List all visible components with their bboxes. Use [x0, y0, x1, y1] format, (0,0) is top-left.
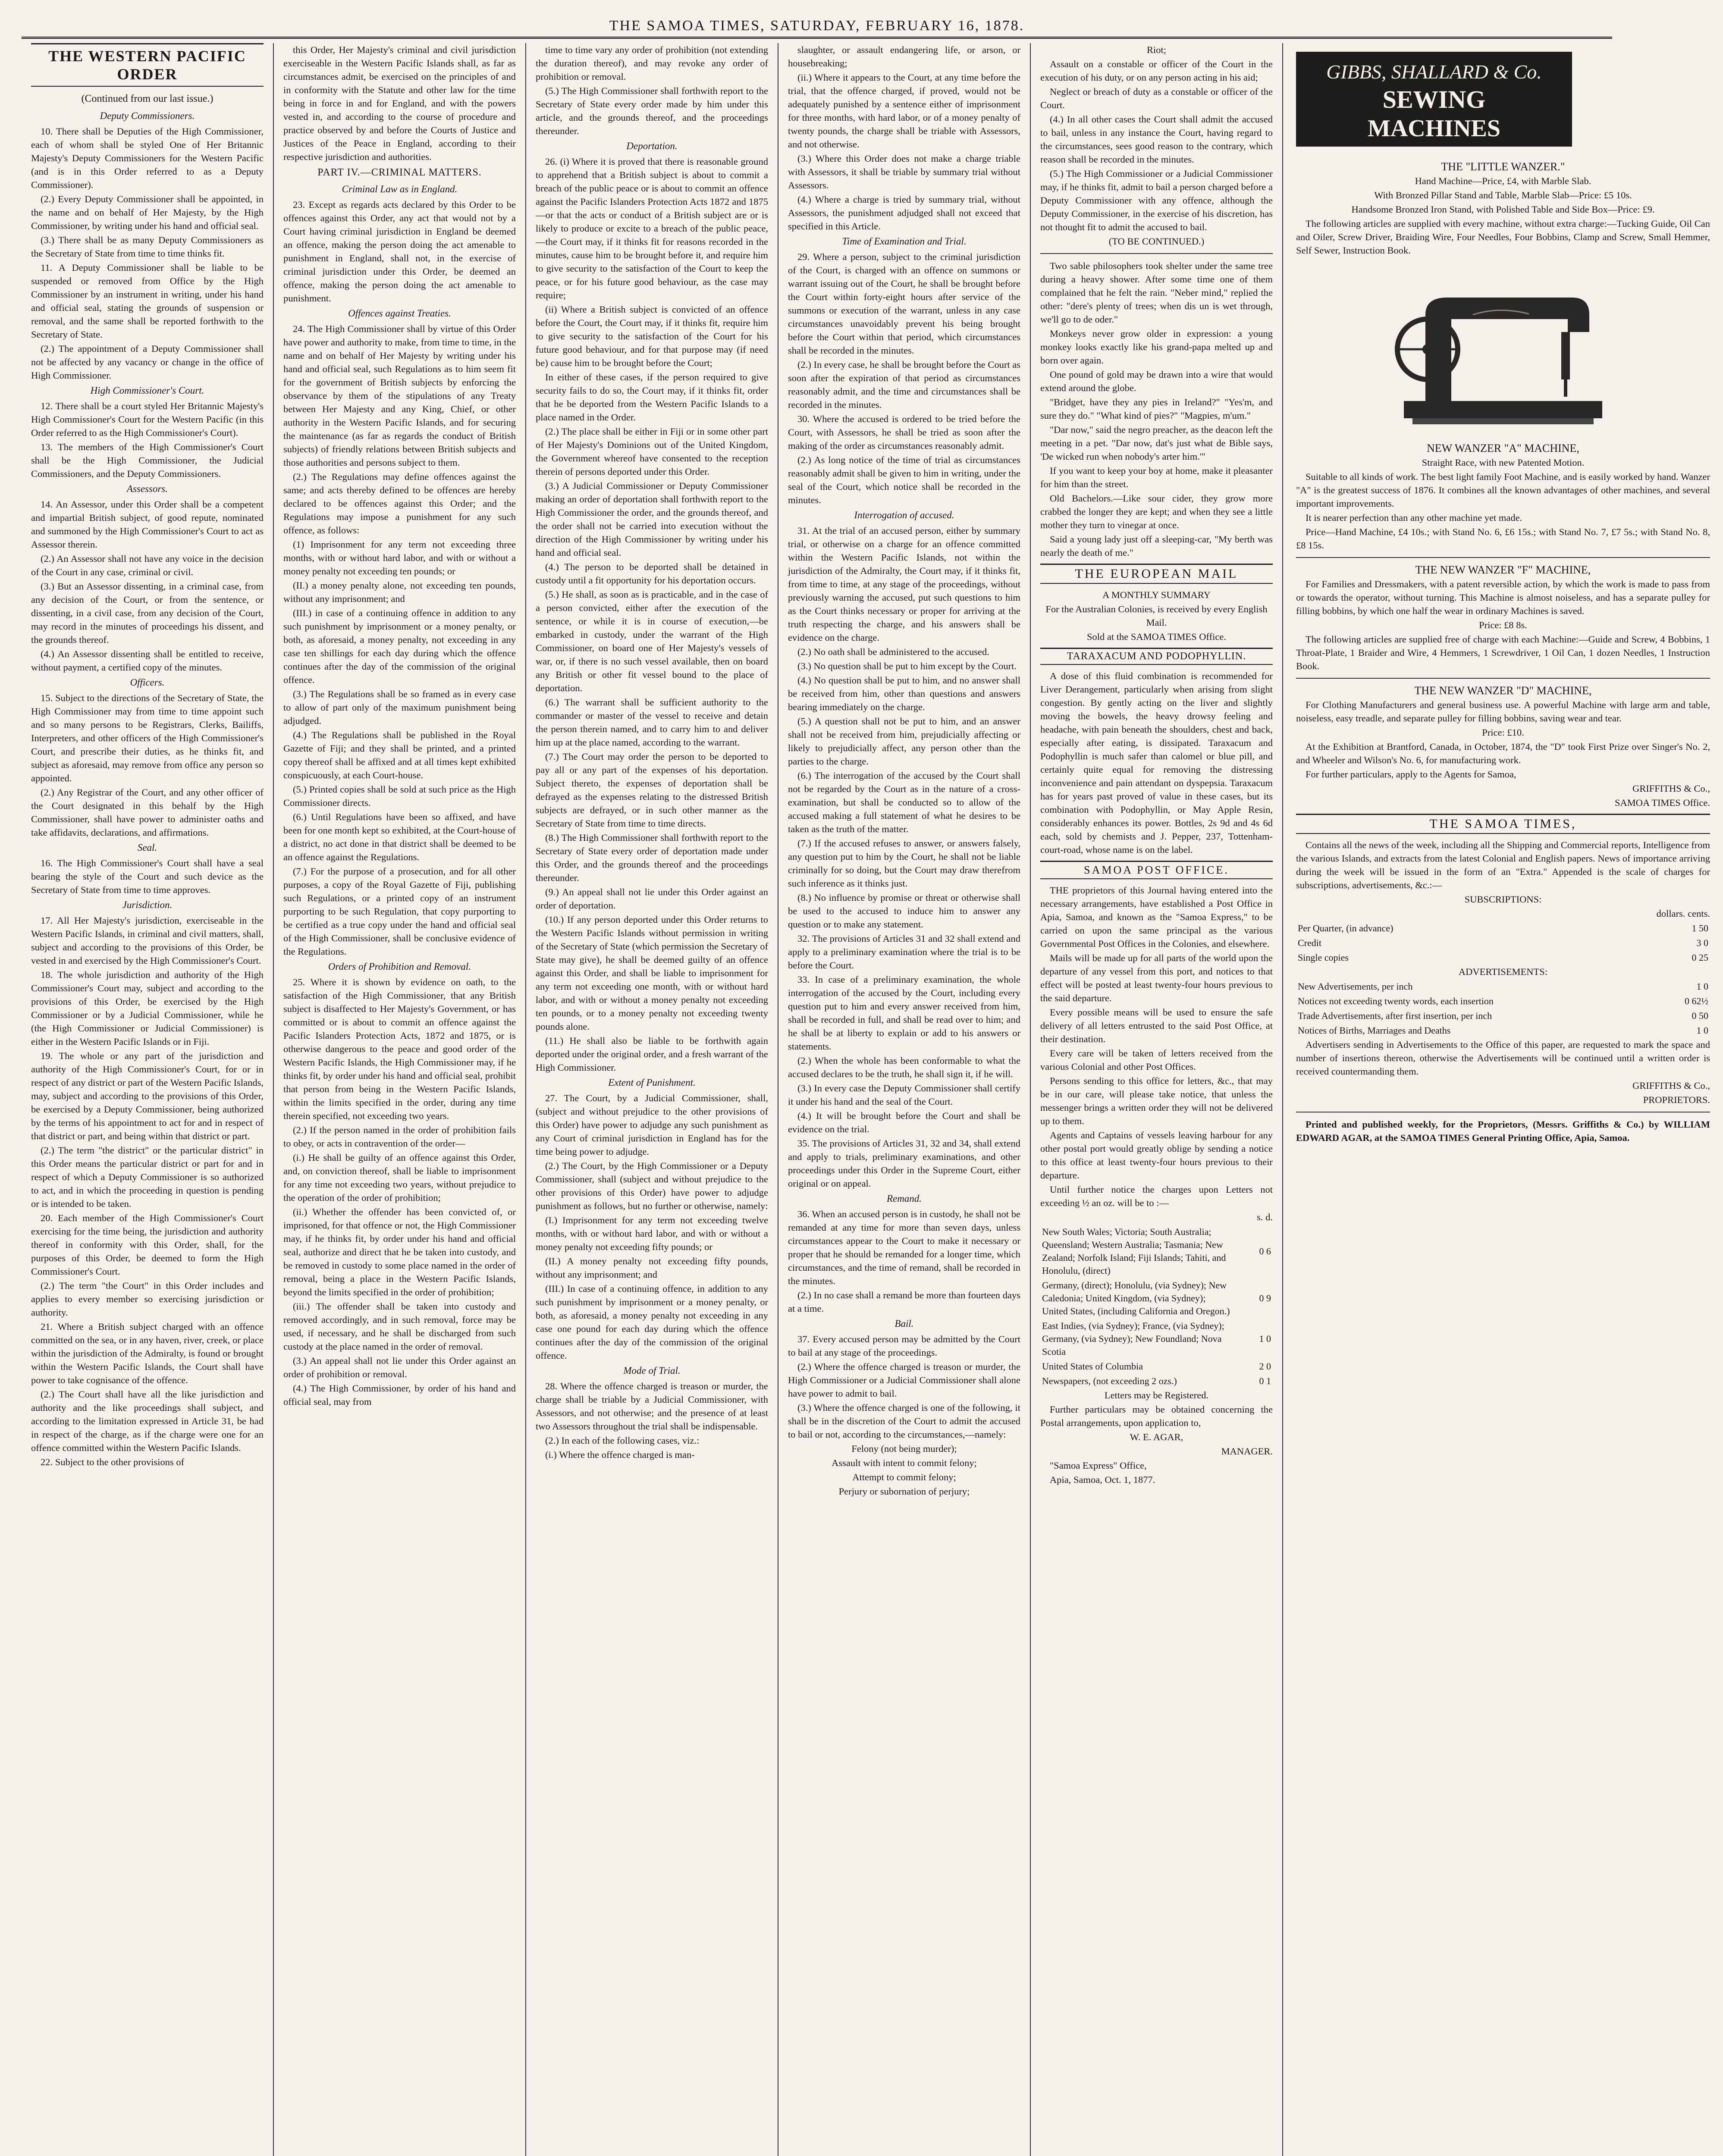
adv-label: Trade Advertisements, after first insertion, per inch [1298, 1010, 1492, 1021]
table-row [1296, 1023, 1710, 1038]
list-item: Attempt to commit felony; [852, 1472, 956, 1482]
table-row [1296, 950, 1710, 965]
paragraph: If you want to keep your boy at home, make it pleasanter for him than the street. [1040, 465, 1273, 489]
paragraph: 32. The provisions of Articles 31 and 32 shall extend and apply to a preliminary examination where the trial is to be before the Court. [788, 933, 1020, 971]
paragraph: 27. The Court, by a Judicial Commissioner, shall, (subject and without prejudice to the other provisions of this Order) have power to adjudge any such punishment as any Court of criminal jurisdiction in England has for the time being power to adjudge. [536, 1093, 768, 1157]
paragraph: Suitable to all kinds of work. The best light family Foot Machine, and is easily worked by hand. Wanzer "A" is the greatest success of 1876. It combines all the known advantages of other machines, and several important improvements. [1296, 471, 1710, 509]
divider [1296, 557, 1710, 558]
paragraph: 28. Where the offence charged is treason or murder, the charge shall be triable by a Judicial Commissioner, with Assessors, and not otherwise; and the presence of at least two Assessors throughout the trial shall be indispensable. [536, 1381, 768, 1432]
signature-title: MANAGER. [1221, 1446, 1273, 1457]
signature-address: "Samoa Express" Office, [1050, 1460, 1147, 1471]
sub-label: Per Quarter, (in advance) [1298, 923, 1393, 934]
paragraph: (2.) The place shall be either in Fiji or in some other part of Her Majesty's Dominions out of the United Kingdom, the Government whereof have consented to the reception therein of persons deported under this Order. [536, 426, 768, 477]
little-wanzer-heading: THE "LITTLE WANZER." [1441, 160, 1565, 173]
signature-title: SAMOA TIMES Office. [1614, 797, 1710, 808]
paragraph: (2.) The appointment of a Deputy Commissioner shall not be affected by any vacancy or change in the office of High Commissioner. [31, 343, 264, 381]
paragraph: Two sable philosophers took shelter under the same tree during a heavy shower. After some time one of them complained that he felt the rain. "Neber mind," replied the other: "dere's plenty of trees; when dis un is wet through, we'll go to de oder." [1040, 260, 1273, 325]
paragraph: 14. An Assessor, under this Order shall be a competent and impartial British subject, of good repute, nominated and summoned by the High Commissioner's Court to act as Assessor therein. [31, 499, 264, 550]
column-3 [526, 43, 778, 2156]
paragraph: Persons sending to this office for letters, &c., that may be in our care, will please take notice, that unless the messenger brings a written order they will not be delivered up to them. [1040, 1075, 1273, 1126]
adv-label: Notices not exceeding twenty words, each insertion [1298, 996, 1494, 1006]
paragraph: (2.) The Court, by the High Commissioner or a Deputy Commissioner, shall (subject and without prejudice to the other provisions of this Order) have power to adjudge punishment as follows, but no further or otherwise, namely: [536, 1160, 768, 1211]
imprint: Printed and published weekly, for the Proprietors, (Messrs. Griffiths & Co.) by WILLIAM EDWARD AGAR, at the SAMOA TIMES General Printing Office, Apia, Samoa. [1296, 1119, 1710, 1143]
divider [1040, 253, 1273, 254]
wanzer-f-heading: THE NEW WANZER "F" MACHINE, [1415, 564, 1591, 576]
subscriptions-units: dollars. cents. [1656, 908, 1710, 919]
paragraph: "Bridget, have they any pies in Ireland?" "Yes'm, and sure they do." "What kind of pies?" "Magpies, m'um." [1040, 397, 1273, 421]
paragraph: (5.) The High Commissioner or a Judicial Commissioner may, if he thinks fit, admit to bail a person charged before a Deputy Commissioner with any offence, although the Deputy Commissioner, in the exercise of his discretion, has not thought fit to admit the accused to bail. [1040, 168, 1273, 232]
rate-value: 0 6 [1259, 1246, 1271, 1257]
paragraph: 20. Each member of the High Commissioner's Court exercising for the time being, the jurisdiction and authority thereof in conformity with this Order, shall, for the purposes of this Order, be deemed to form the High Commissioner's Court. [31, 1213, 264, 1277]
paragraph: (2.) Where the offence charged is treason or murder, the High Commissioner or a Judicial Commissioner shall alone have power to admit to bail. [788, 1361, 1020, 1399]
signature-name: GRIFFITHS & Co., [1632, 1080, 1710, 1091]
list-item: (iii.) The offender shall be taken into custody and removed accordingly, and in such removal, force may be used, if necessary, and he shall be discharged from such custody at the place named in the order of removal. [283, 1301, 516, 1352]
paragraph: (3.) A Judicial Commissioner or Deputy Commissioner making an order of deportation shall forthwith report to the High Commissioner the order, and the grounds thereof, and the order shall not be carried into execution without the direction of the High Commissioner by writing under his hand and official seal. [536, 480, 768, 558]
adv-value: 0 50 [1692, 1010, 1708, 1021]
paragraph: (5.) Printed copies shall be sold at such price as the High Commissioner directs. [283, 784, 516, 808]
columns [22, 43, 1710, 2156]
paragraph: Every possible means will be used to ensure the safe delivery of all letters entrusted to the said Post Office, at their destination. [1040, 1007, 1273, 1044]
paragraph: (4.) No question shall be put to him, and no answer shall be received from him, other than questions and answers bearing immediately on the charge. [788, 675, 1020, 712]
sub-value: 1 50 [1692, 923, 1708, 934]
paragraph: 30. Where the accused is ordered to be tried before the Court, with Assessors, he shall be tried as soon after the making of the order as circumstances reasonably admit. [788, 414, 1020, 451]
rate-place: Newspapers, (not exceeding 2 ozs.) [1042, 1376, 1177, 1386]
rate-place: New South Wales; Victoria; South Australia; Queensland; Western Australia; Tasmania; New Zealand; Norfolk Island; Fiji Islands; Tahiti, and Honolulu, (direct) [1042, 1226, 1226, 1276]
signature-name: W. E. AGAR, [1130, 1432, 1183, 1442]
rate-place: Germany, (direct); Honolulu, (via Sydney); New Caledonia; United Kingdom, (via Sydney); United States, (including California and Oregon.) [1042, 1280, 1230, 1316]
paragraph: One pound of gold may be drawn into a wire that would extend around the globe. [1040, 369, 1273, 393]
paragraph: (ii.) Where it appears to the Court, at any time before the trial, that the offence charged, if proved, would not be adequately punished by a sentence either of imprisonment for three months, with hard labor, or of a money penalty of twenty pounds, the charge shall be triable with Assessors, and not otherwise. [788, 72, 1020, 150]
section-heading: Time of Examination and Trial. [842, 236, 967, 247]
paragraph: Price—Hand Machine, £4 10s.; with Stand No. 6, £6 15s.; with Stand No. 7, £7 5s.; with Stand No. 8, £8 15s. [1296, 526, 1710, 551]
section-heading: Bail. [894, 1318, 914, 1329]
column-6-ads [1283, 43, 1723, 2156]
adv-value: 1 0 [1696, 1025, 1708, 1036]
paragraph: (2.) Any Registrar of the Court, and any other officer of the Court designated in this behalf by the High Commissioner, shall have power to administer oaths and take affidavits, declarations, and affirmations. [31, 787, 264, 838]
paragraph: For further particulars, apply to the Agents for Samoa, [1306, 769, 1516, 780]
paragraph: (ii) Where a British subject is convicted of an offence before the Court, the Court may, if it thinks fit, require him to give security to the satisfaction of the Court for his future good behaviour, and for that purpose may (if need be) cause him to be brought before the Court; [536, 304, 768, 368]
list-item: Assault on a constable or officer of the Court in the execution of his duty, or on any person acting in his aid; [1040, 59, 1273, 83]
section-heading: Extent of Punishment. [608, 1077, 696, 1088]
list-item: Neglect or breach of duty as a constable or officer of the Court. [1040, 86, 1273, 110]
paragraph: (3.) No question shall be put to him except by the Court. [797, 661, 1017, 671]
section-heading: Officers. [130, 677, 165, 688]
to-be-continued: (TO BE CONTINUED.) [1108, 236, 1205, 247]
paragraph: (2.) No oath shall be administered to the accused. [797, 646, 989, 657]
list-item: Perjury or subornation of perjury; [838, 1486, 970, 1497]
paragraph: (10.) If any person deported under this Order returns to the Western Pacific Islands without permission in writing of the Secretary of State (which permission the Secretary of State may give), he shall be deemed guilty of an offence against this Order, and shall be liable to imprisonment for any term not exceeding one month, with or without hard labor, and with or without a money penalty not exceeding ten pounds, or to a money penalty not exceeding twenty pounds alone. [536, 914, 768, 1032]
paragraph: Every care will be taken of letters received from the various Colonial and other Post Offices. [1040, 1048, 1273, 1072]
paragraph: (3.) Where this Order does not make a charge triable with Assessors, it shall be triable by summary trial without Assessors. [788, 153, 1020, 191]
list-item: (ii.) Whether the offender has been convicted of, or imprisoned, for that offence or not, the High Commissioner may, if he thinks fit, by order under his hand and official seal, authorize and direct that he be taken into custody, and be removed in custody to some place named in the order of removal, being a place in the Western Pacific Islands, beyond the limits specified in the order of prohibition; [283, 1206, 516, 1297]
paragraph: 25. Where it is shown by evidence on oath, to the satisfaction of the High Commissioner, that any British subject is disaffected to Her Majesty's Government, or has committed or is about to commit an offence against the Pacific Islanders Protection Acts, 1872 and 1875, or is otherwise dangerous to the peace and good order of the Western Pacific Islands, the High Commissioner may, if he thinks fit, by order under his hand and official seal, prohibit that person from being in the Western Pacific Islands, within the limits specified in the order, during any time therein specified, not exceeding two years. [283, 977, 516, 1121]
paragraph: (7.) For the purpose of a prosecution, and for all other purposes, a copy of the Royal Gazette of Fiji, publishing such Regulations, or a printed copy of an instrument purporting to be such Regulation, that copy purporting to be certified as a true copy under the hand and official seal of the High Commissioner, shall be conclusive evidence of the Regulations. [283, 866, 516, 957]
paragraph: 12. There shall be a court styled Her Britannic Majesty's High Commissioner's Court for the Western Pacific (in this Order referred to as the High Commissioner's Court). [31, 401, 264, 438]
paragraph: (4.) The High Commissioner, by order of his hand and official seal, may from [283, 1383, 516, 1407]
divider [1296, 678, 1710, 679]
list-item: (III.) in case of a continuing offence in addition to any such punishment by imprisonment or a money penalty, or both, as aforesaid, a money penalty, not exceeding in any case ten shillings for each day during which the offence continues after the day of the commission of the original offence. [283, 608, 516, 685]
section-heading: Assessors. [126, 483, 168, 494]
paragraph: 22. Subject to the other provisions of [41, 1457, 185, 1467]
paragraph: 24. The High Commissioner shall by virtue of this Order have power and authority to make, from time to time, in the name and on behalf of Her Majesty by writing under his hand and official seal, such Regulations as to him seem fit for the government of British subjects by enforcing the observance by them of the stipulations of any Treaty between Her Majesty and any King, Chief, or other authority in the Western Pacific Islands, and for securing the maintenance (as far as regards the conduct of British subjects) of friendly relations between British subjects and those authorities and persons subject to them. [283, 323, 516, 468]
paragraph: 21. Where a British subject charged with an offence committed on the sea, or in any haven, river, creek, or place within the jurisdiction of the Admiralty, is found or brought within the Western Pacific Islands, the Court shall have power to take cognisance of the offence. [31, 1321, 264, 1385]
subscriptions-table [1296, 921, 1710, 965]
list-item: (II.) a money penalty alone, not exceeding ten pounds, without any imprisonment; and [283, 580, 516, 604]
column-4 [778, 43, 1031, 2156]
masthead: THE SAMOA TIMES, SATURDAY, FEBRUARY 16, 1878. [22, 13, 1612, 39]
paragraph: (4.) The Regulations shall be published in the Royal Gazette of Fiji; and they shall be printed, and a printed copy thereof shall be affixed and at all times kept exhibited conspicuously, at each Court-house. [283, 730, 516, 780]
signature-address: Apia, Samoa, Oct. 1, 1877. [1050, 1474, 1155, 1485]
paragraph: (11.) He shall also be liable to be forthwith again deported under the original order, and a fresh warrant of the High Commissioner. [536, 1035, 768, 1073]
paragraph: 15. Subject to the directions of the Secretary of State, the High Commissioner may from time to time appoint such and so many persons to be Registrars, Clerks, Bailiffs, Interpreters, and other officers of the High Commissioner's Court, and prescribe their duties, as he thinks fit, and subject as aforesaid, may remove from office any person so appointed. [31, 693, 264, 783]
list-item: (II.) A money penalty not exceeding fifty pounds, without any imprisonment; and [536, 1256, 768, 1280]
paragraph: (2.) The Regulations may define offences against the same; and acts thereby defined to be offences are hereby declared to be offences against this Order; and the Regulations may impose a punishment for any such offence, as follows: [283, 471, 516, 536]
paragraph: (5.) The High Commissioner shall forthwith report to the Secretary of State every order made by him under this article, and the grounds thereof, and the proceedings thereunder. [536, 85, 768, 136]
rate-value: 1 0 [1259, 1333, 1271, 1344]
paragraph: 31. At the trial of an accused person, either by summary trial, or otherwise on a charge for an offence committed within the Western Pacific Islands, not within the jurisdiction of the Admiralty, the Court may, if it thinks fit, from time to time, at any stage of the proceedings, without previously warning the accused, put such questions to him as the Court thinks necessary or proper for arriving at the truth respecting the charge, and his answers shall be evidence on the charge. [788, 525, 1020, 643]
paragraph: 26. (i) Where it is proved that there is reasonable ground to apprehend that a British subject is about to commit a breach of the public peace or is about to commit an offence against the Pacific Islanders Protection Acts 1872 and 1875—or that the acts or conduct of a British subject are or is likely to produce or excite to a breach of the public peace,—the Court may, if it thinks fit for reasons recorded in the minutes, cause him to be brought before it, and require him to give security to the satisfaction of the Court to keep the peace, or for his future good behaviour, as the case may require; [536, 156, 768, 301]
paragraph: In either of these cases, if the person required to give security fails to do so, the Court may, if it thinks fit, order that he be deported from the Western Pacific Islands to a place named in the Order. [536, 372, 768, 423]
paragraph: The following articles are supplied with every machine, without extra charge:—Tucking Guide, Oil Can and Oiler, Screw Driver, Braiding Wire, Four Needles, Four Bobbins, Clamp and Screw, Small Hemmer, Self Sewer, Instruction Book. [1296, 218, 1710, 256]
paragraph: Monkeys never grow older in expression: a young monkey looks exactly like his grand-papa melted up and born over again. [1040, 328, 1273, 366]
paragraph: Old Bachelors.—Like sour cider, they grow more crabbed the longer they are kept; and when they see a little mother they turn to vinegar at once. [1040, 493, 1273, 530]
paragraph: 36. When an accused person is in custody, he shall not be remanded at any time for more than seven days, unless circumstances appear to the Court to make it necessary or proper that he should be remanded for a longer time, which circumstances, and the time of remand, shall be recorded in the minutes. [788, 1209, 1020, 1286]
paragraph: It is nearer perfection than any other machine yet made. [1306, 512, 1522, 523]
postal-rates-table [1040, 1225, 1273, 1388]
paragraph: Mails will be made up for all parts of the world upon the departure of any vessel from this port, and notices to that effect will be posted at least twenty-four hours previous to the said departure. [1040, 953, 1273, 1003]
logo-line-3: MACHINES [1367, 115, 1501, 142]
list-item: (1) Imprisonment for any term not exceeding three months, with or without hard labor, and with or without a money penalty not exceeding ten pounds; or [283, 539, 516, 577]
price: Price: £8 8s. [1479, 620, 1527, 630]
adv-value: 0 62½ [1685, 996, 1708, 1006]
paragraph: 19. The whole or any part of the jurisdiction and authority of the High Commissioner's Court, for or in respect of any district or part of the Western Pacific Islands, may, subject and according to the provisions of this Order, be exercised by a Deputy Commissioner, being authorized by the terms of his appointment to act for and in respect of that district or part, and being within that district or part. [31, 1050, 264, 1141]
paragraph: (2.) Every Deputy Commissioner shall be appointed, in the name and on behalf of Her Majesty, by the High Commissioner, by writing under his hand and official seal. [31, 194, 264, 231]
paragraph: (2.) In no case shall a remand be more than fourteen days at a time. [788, 1290, 1020, 1314]
paragraph: (2.) The Court shall have all the like jurisdiction and authority and the like proceedings shall subject, and according to the limitation expressed in Article 31, be had in respect of the charge, as if the charge were one for an offence committed within the Western Pacific Islands. [31, 1389, 264, 1453]
list-item: (III.) In case of a continuing offence, in addition to any such punishment by imprisonment or a money penalty, or both, as aforesaid, a money penalty not exceeding in any case one pound for each day during which the offence continues after the day of the commission of the original offence. [536, 1283, 768, 1361]
column-5 [1031, 43, 1283, 2156]
paragraph: (7.) The Court may order the person to be deported to pay all or any part of the expenses of his deportation. Subject thereto, the expenses of deportation shall be defrayed as the expenses relating to the distressed British subjects are defrayed, or in such other manner as the Secretary of State from time to time directs. [536, 751, 768, 829]
paragraph: (5.) A question shall not be put to him, and an answer shall not be received from him, prejudicially affecting or likely to prejudicially affect, any person other than the parties to the charge. [788, 716, 1020, 767]
paragraph: (2.) In every case, he shall be brought before the Court as soon after the expiration of that period as circumstances reasonably admit, and the time and circumstances shall be recorded in the minutes. [788, 359, 1020, 410]
paragraph: 17. All Her Majesty's jurisdiction, exerciseable in the Western Pacific Islands, in criminal and civil matters, shall, subject and according to the provisions of this Order, be vested in and exercised by the High Commissioner's Court. [31, 915, 264, 966]
ad-subheading: A MONTHLY SUMMARY [1102, 589, 1211, 600]
section-heading: High Commissioner's Court. [90, 385, 204, 396]
sub-value: 3 0 [1696, 937, 1708, 948]
paragraph: Hand Machine—Price, £4, with Marble Slab. [1415, 175, 1591, 186]
rate-place: East Indies, (via Sydney); France, (via Sydney); Germany, (via Sydney); New Foundland; Nova Scotia [1042, 1320, 1224, 1357]
section-heading: Interrogation of accused. [854, 510, 954, 520]
paragraph: (4.) It will be brought before the Court and shall be evidence on the trial. [788, 1110, 1020, 1134]
paragraph: For the Australian Colonies, is received by every English Mail. [1045, 604, 1268, 628]
paragraph: (6.) The warrant shall be sufficient authority to the commander or master of the vessel to receive and detain the person therein named, and to carry him to and deliver him up at the place named, according to the warrant. [536, 697, 768, 748]
wanzer-a-heading: NEW WANZER "A" MACHINE, [1427, 442, 1579, 454]
sub-label: Single copies [1298, 952, 1349, 963]
table-row [1040, 1278, 1273, 1319]
paragraph: slaughter, or assault endangering life, or arson, or housebreaking; [788, 44, 1020, 69]
section-heading: Orders of Prohibition and Removal. [328, 961, 471, 972]
paragraph: Until further notice the charges upon Letters not exceeding ½ an oz. will be to :— [1040, 1184, 1273, 1208]
signature-name: GRIFFITHS & Co., [1632, 783, 1710, 794]
section-heading: Jurisdiction. [122, 899, 173, 910]
paragraph: Contains all the news of the week, including all the Shipping and Commercial reports, Intelligence from the various Islands, and extracts from the latest Colonial and English papers. News of importance arriving during the week will be issued in the form of an "Extra." Appended is the scale of charges for subscriptions, advertisements, &c.:— [1296, 840, 1710, 890]
paragraph: (2.) If the person named in the order of prohibition fails to obey, or acts in contravention of the order— [283, 1125, 516, 1149]
paragraph: 16. The High Commissioner's Court shall have a seal bearing the style of the Court and such device as the Secretary of State from time to time approves. [31, 858, 264, 895]
paragraph: (2.) When the whole has been conformable to what the accused declares to be the truth, he shall sign it, if he will. [788, 1055, 1020, 1079]
paragraph: 37. Every accused person may be admitted by the Court to bail at any stage of the proceedings. [788, 1334, 1020, 1358]
price: Price: £10. [1482, 727, 1524, 738]
paragraph: For Families and Dressmakers, with a patent reversible action, by which the work is made to pass from or towards the operator, without turning. This Machine is almost noiseless, and has a separate pulley for filling bobbins, by which one half the wear in ordinary Machines is saved. [1296, 579, 1710, 616]
paragraph: (2.) The term "the Court" in this Order includes and applies to every member so exercising jurisdiction or authority. [31, 1280, 264, 1318]
paragraph: (3.) The Regulations shall be so framed as in every case to allow of part only of the maximum punishment being adjudged. [283, 689, 516, 726]
paragraph: (8.) The High Commissioner shall forthwith report to the Secretary of State every order of deportation made under this Order, and the grounds thereof and the proceedings thereunder. [536, 832, 768, 883]
list-item: (i.) He shall be guilty of an offence against this Order, and, on conviction thereof, shall be liable to imprisonment for any time not exceeding two years, without prejudice to the operation of the order of prohibition; [283, 1152, 516, 1203]
rate-value: 0 9 [1259, 1293, 1271, 1304]
paragraph: For Clothing Manufacturers and general business use. A powerful Machine with large arm and table, noiseless, easy treadle, and separate pulley for filling bobbins, saving wear and tear. [1296, 699, 1710, 724]
rate-place: United States of Columbia [1042, 1361, 1143, 1372]
post-office-heading: SAMOA POST OFFICE. [1040, 861, 1273, 879]
advertisements-heading: ADVERTISEMENTS: [1458, 966, 1548, 977]
paragraph: 29. Where a person, subject to the criminal jurisdiction of the Court, is charged with an offence on summons or warrant issuing out of the Court, he shall be brought before the Court within forty-eight hours after service of the summons or execution of the warrant, unless in any case circumstances unavoidably prevent his being brought before the Court within that period, which circumstances shall be recorded in the minutes. [788, 251, 1020, 356]
signature-title: PROPRIETORS. [1643, 1094, 1710, 1105]
paragraph: (7.) If the accused refuses to answer, or answers falsely, any question put to him by the Court, he shall not be liable criminally for so doing, but the Court may draw therefrom such inference as it thinks just. [788, 838, 1020, 889]
paragraph: (4.) The person to be deported shall be detained in custody until a fit opportunity for his deportation occurs. [536, 561, 768, 586]
paragraph: (2.) In each of the following cases, viz.: [545, 1435, 700, 1446]
paragraph: 23. Except as regards acts declared by this Order to be offences against this Order, any act that would not by a Court having criminal jurisdiction in England be deemed an offence, making the person doing the act amenable to punishment in England, shall not, in the exercise of criminal jurisdiction under this Order, be deemed an offence, making the person doing the act amenable to punishment. [283, 199, 516, 304]
paragraph: (6.) The interrogation of the accused by the Court shall not be regarded by the Court as in the nature of a cross-examination, but shall be conducted so to allow of the accused making a full statement of what he desires to be taken as the truth of the matter. [788, 770, 1020, 834]
table-row [1296, 921, 1710, 936]
part-heading: PART IV.—CRIMINAL MATTERS. [317, 167, 482, 178]
paragraph: 13. The members of the High Commissioner's Court shall be the High Commissioner, the Judicial Commissioners, and the Deputy Commissioners. [31, 442, 264, 479]
table-row [1296, 994, 1710, 1009]
paragraph: time to time vary any order of prohibition (not extending the duration thereof), and may revoke any order of prohibition or removal. [536, 44, 768, 82]
paragraph: (2.) An Assessor shall not have any voice in the decision of the Court in any case, criminal or civil. [31, 553, 264, 577]
paragraph: (3.) In every case the Deputy Commissioner shall certify it under his hand and the seal of the Court. [788, 1083, 1020, 1107]
advertisements-table [1296, 979, 1710, 1038]
paragraph: Advertisers sending in Advertisements to the Office of this paper, are requested to mark the space and number of insertions thereon, otherwise the Advertisements will be continued until a written order is received countermanding them. [1296, 1039, 1710, 1077]
list-item: Felony (not being murder); [851, 1443, 957, 1454]
subscriptions-heading: SUBSCRIPTIONS: [1464, 894, 1542, 905]
paragraph: 33. In case of a preliminary examination, the whole interrogation of the accused by the Court, including every question put to him and every answer received from him, shall be recorded in full, and shall be read over to him; and he shall be at liberty to explain or add to his answers or statements. [788, 974, 1020, 1052]
paragraph: Further particulars may be obtained concerning the Postal arrangements, upon application to, [1040, 1404, 1273, 1428]
paragraph: Letters may be Registered. [1104, 1390, 1209, 1401]
paragraph: 35. The provisions of Articles 31, 32 and 34, shall extend and apply to trials, preliminary examinations, and other proceedings under this Order in the Supreme Court, either original or on appeal. [788, 1138, 1020, 1189]
section-heading: Seal. [137, 842, 157, 853]
paragraph: A dose of this fluid combination is recommended for Liver Derangement, particularly when arising from slight congestion. By gently acting on the liver and slightly moving the bowels, the heavy drowsy feeling and headache, with pain beneath the shoulders, chest and back, especially after eating, is dissipated. Taraxacum and Podophyllin is much safer than calomel or blue pill, and certainly quite equal for removing the distressing inconvenience and pain attendant on dyspepsia. Taraxacum has for years past proved of value in these cases, but its combination with Podophyllin, or May Apple Resin, considerably enhances its power. Bottles, 2s 9d and 4s 6d each, sold by chemists and J. Pepper, 237, Tottenham-court-road, whose name is on the label. [1040, 671, 1273, 855]
paragraph: (9.) An appeal shall not lie under this Order against an order of deportation. [536, 887, 768, 911]
logo-line-2: SEWING [1382, 85, 1486, 113]
paragraph: (4.) An Assessor dissenting shall be entitled to receive, without payment, a certified copy of the minutes. [31, 649, 264, 673]
list-item: Assault with intent to commit felony; [832, 1457, 977, 1468]
paragraph: (3.) But an Assessor dissenting, in a criminal case, from any decision of the Court, or from the sentence, or dissenting, in a civil case, from any decision of the Court, may record in the minutes of proceedings his dissent, and the grounds thereof. [31, 581, 264, 645]
section-heading: Deputy Commissioners. [100, 110, 195, 121]
section-heading: Mode of Trial. [623, 1365, 681, 1376]
column-1 [22, 43, 274, 2156]
rate-value: 0 1 [1259, 1376, 1271, 1386]
rates-header: s. d. [1257, 1212, 1273, 1222]
wanzer-d-heading: THE NEW WANZER "D" MACHINE, [1414, 684, 1592, 697]
paragraph: 18. The whole jurisdiction and authority of the High Commissioner's Court may, subject and according to the provisions of this Order, be exercised by the High Commissioner or by a Judicial Commissioner, while he (the High Commissioner or Judicial Commissioner) is either in the Western Pacific Islands or in Fiji. [31, 969, 264, 1047]
paragraph: Said a young lady just off a sleeping-car, "My berth was nearly the death of me." [1040, 534, 1273, 558]
logo-line-1: GIBBS, SHALLARD & Co. [1326, 61, 1542, 83]
paragraph: "Dar now," said the negro preacher, as the deacon left the meeting in a pet. "Dar now, dat's just what de Bible says, 'De wicked run when nobody's arter him.'" [1040, 424, 1273, 462]
paragraph: (3.) An appeal shall not lie under this Order against an order of prohibition or removal. [283, 1355, 516, 1379]
paragraph: 10. There shall be Deputies of the High Commissioner, each of whom shall be styled One of Her Britannic Majesty's Deputy Commissioners for the Western Pacific (and is in this Order referred to as a Deputy Commissioner). [31, 126, 264, 190]
paragraph: (4.) Where a charge is tried by summary trial, without Assessors, the punishment adjudged shall not exceed that specified in this Article. [788, 194, 1020, 232]
paragraph: Straight Race, with new Patented Motion. [1422, 457, 1585, 468]
paragraph: this Order, Her Majesty's criminal and civil jurisdiction exerciseable in the Western Pacific Islands shall, as far as circumstances admit, be exercised on the principles of and in conformity with the Statute and other law for the time being in force in and for England, and with the powers vested in, and according to the course of procedure and practice observed by and before the Courts of Justice and Justices of the Peace in England, according to their respective jurisdiction and authorities. [283, 44, 516, 162]
adv-value: 1 0 [1696, 981, 1708, 992]
paragraph: (4.) In all other cases the Court shall admit the accused to bail, unless in any instance the Court, having regard to the circumstances, sees good reason to the contrary, which reason shall be recorded in the minutes. [1040, 114, 1273, 165]
paragraph: Sold at the SAMOA TIMES Office. [1087, 631, 1226, 642]
paragraph: 11. A Deputy Commissioner shall be liable to be suspended or removed from Office by the High Commissioner by an instrument in writing, under his hand and official seal, stating the grounds of suspension or removal, and the same shall be reported forthwith to the Secretary of State. [31, 262, 264, 340]
sub-label: Credit [1298, 937, 1321, 948]
table-row [1040, 1359, 1273, 1374]
adv-label: New Advertisements, per inch [1298, 981, 1413, 992]
column-2 [274, 43, 526, 2156]
samoa-times-heading: THE SAMOA TIMES, [1296, 814, 1710, 834]
paragraph: Agents and Captains of vessels leaving harbour for any other postal port would greatly oblige by sending a notice to this office at least twenty-four hours previous to their departure. [1040, 1130, 1273, 1181]
paragraph: THE proprietors of this Journal having entered into the necessary arrangements, have established a Post Office in Apia, Samoa, and known as the "Samoa Express," to be carried on upon the same principal as the various Governmental Post Offices in the Colonies, and elsewhere. [1040, 885, 1273, 949]
article-subtitle: (Continued from our last issue.) [81, 93, 213, 104]
paragraph: (5.) He shall, as soon as is practicable, and in the case of a person convicted, either after the execution of the sentence, or while it is in course of execution,—be embarked in custody, under the warrant of the High Commissioner, on board one of Her Majesty's vessels of war, or, if there is no such vessel available, then on board any British or other fit vessel bound to the place of deportation. [536, 589, 768, 693]
section-heading: Remand. [886, 1193, 922, 1204]
paragraph: (3.) Where the offence charged is one of the following, it shall be in the discretion of the Court to admit the accused to bail or not, according to the circumstances,—namely: [788, 1402, 1020, 1440]
paragraph: (3.) There shall be as many Deputy Commissioners as the Secretary of State from time to time thinks fit. [31, 235, 264, 259]
list-item: Riot; [1146, 44, 1166, 55]
paragraph: (8.) No influence by promise or threat or otherwise shall be used to the accused to induce him to answer any question or to make any statement. [788, 892, 1020, 930]
list-item: (I.) Imprisonment for any term not exceeding twelve months, with or without hard labor, and with or without a money penalty not exceeding fifty pounds; or [536, 1215, 768, 1252]
table-row [1296, 1009, 1710, 1023]
table-row [1040, 1225, 1273, 1278]
taraxacum-heading: TARAXACUM AND PODOPHYLLIN. [1040, 648, 1273, 665]
article-title: THE WESTERN PACIFIC ORDER [31, 43, 264, 87]
paragraph: (2.) As long notice of the time of trial as circumstances reasonably admit shall be given to him in writing, under the seal of the Court, which notice shall be recorded in the minutes. [788, 454, 1020, 505]
rate-value: 2 0 [1259, 1361, 1271, 1372]
european-mail-heading: THE EUROPEAN MAIL [1040, 564, 1273, 584]
paragraph: At the Exhibition at Brantford, Canada, in October, 1874, the "D" took First Prize over Singer's No. 2, and Wheeler and Wilson's No. 6, for manufacturing work. [1296, 741, 1710, 765]
table-row [1040, 1319, 1273, 1359]
sewing-machines-logo [1296, 52, 1572, 147]
sewing-machine-illustration [1387, 263, 1619, 436]
paragraph: (6.) Until Regulations have been so affixed, and have been for one month kept so exhibited, at the Court-house of a district, no act done in that district shall be deemed to be an offence against the Regulations. [283, 812, 516, 862]
section-heading: Criminal Law as in England. [342, 184, 458, 194]
table-row [1296, 979, 1710, 994]
table-row [1296, 936, 1710, 950]
sub-value: 0 25 [1692, 952, 1708, 963]
section-heading: Offences against Treaties. [348, 308, 451, 319]
paragraph: The following articles are supplied free of charge with each Machine:—Guide and Screw, 4 Bobbins, 1 Throat-Plate, 1 Braider and Wire, 4 Hemmers, 1 Screwdriver, 1 Oil Can, 1 dozen Needles, 1 Instruction Book. [1296, 634, 1710, 671]
list-item: (i.) Where the offence charged is man- [545, 1449, 695, 1460]
paragraph: With Bronzed Pillar Stand and Table, Marble Slab—Price: £5 10s. [1374, 190, 1632, 201]
table-row [1040, 1374, 1273, 1388]
paragraph: Handsome Bronzed Iron Stand, with Polished Table and Side Box—Price: £9. [1351, 204, 1655, 215]
paragraph: (2.) The term "the district" or the particular district" in this Order means the particular district or part for and in respect of which a Deputy Commissioner is so authorized to act, and in which the proceeding in question is pending or is intended to be taken. [31, 1145, 264, 1209]
section-heading: Deportation. [626, 141, 678, 151]
adv-label: Notices of Births, Marriages and Deaths [1298, 1025, 1451, 1036]
